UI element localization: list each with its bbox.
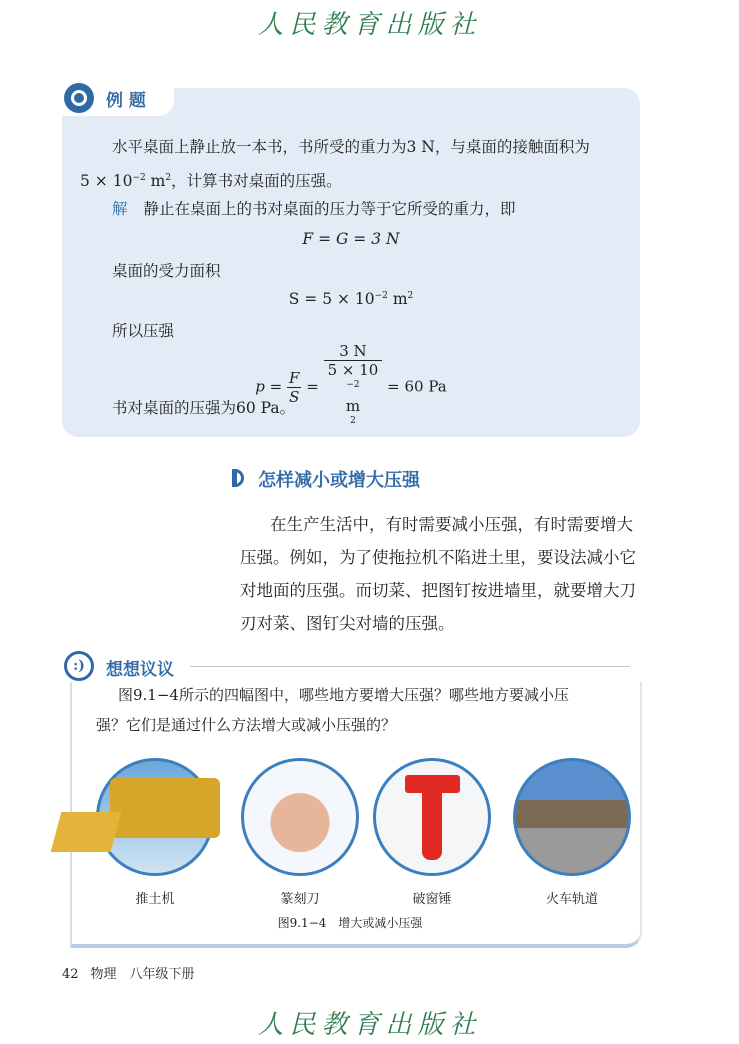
hammer-handle (422, 790, 442, 860)
think-line1: 图9.1−4所示的四幅图中，哪些地方要增大压强？哪些地方要减小压 (118, 686, 569, 704)
equation-2: $S = 5 \times 10^{-2}$ $m^2$ (288, 290, 414, 308)
section-para-3: 对地面的压强。而切菜、把图钉按进墙里，就要增大刀 (240, 581, 636, 600)
image-label-track: 火车轨道 (545, 892, 598, 907)
section-para-2: 压强。例如，为了使拖拉机不陷进土里，要设法减小它 (240, 548, 636, 567)
problem-line1: 水平桌面上静止放一本书，书所受的重力为3 N，与桌面的接触面积为 (112, 138, 590, 156)
equation-3: p = $\frac{F}{S}$ = 3 N 5 × 10 $^{-2}$ m $^2$ = 60 Pa (255, 342, 447, 426)
example-title: 例 题 (106, 91, 146, 111)
bulldozer-body (110, 778, 220, 838)
section-title: 怎样减小或增大压强 (258, 470, 420, 491)
area-label: 桌面的受力面积 (112, 262, 221, 280)
so-label: 所以压强 (112, 322, 175, 340)
publisher-logo-top: 人民教育出版社 (257, 10, 482, 40)
figure-caption: 图9.1−4 增大或减小压强 (277, 916, 423, 930)
section-para-1: 在生产生活中，有时需要减小压强，有时需要增大 (270, 515, 633, 534)
railway-track-image (513, 758, 631, 876)
solution-line1: 解 静止在桌面上的书对桌面的压力等于它所受的重力，即 (112, 200, 516, 218)
image-label-knife: 篆刻刀 (280, 892, 320, 907)
publisher-logo-bottom: 人民教育出版社 (257, 1010, 482, 1040)
section-marker-icon (232, 469, 244, 487)
conclusion: 书对桌面的压强为60 Pa。 (112, 399, 296, 417)
page-footer: 42 物理 八年级下册 (62, 967, 195, 982)
problem-line2: $5 \times 10^{-2}$ $m^2$，计算书对桌面的压强。 (80, 172, 342, 191)
image-label-hammer: 破窗锤 (412, 892, 452, 907)
divider (190, 666, 630, 667)
bulldozer-blade (51, 812, 122, 852)
thinking-face-icon: :) (64, 651, 94, 681)
image-label-bulldozer: 推土机 (135, 892, 175, 907)
think-title: 想想议议 (106, 660, 174, 680)
think-line2: 强？它们是通过什么方法增大或减小压强的？ (96, 716, 397, 734)
target-icon (64, 83, 94, 113)
equation-1: F = G = 3 N (302, 230, 400, 248)
section-para-4: 刃对菜、图钉尖对墙的压强。 (240, 614, 455, 633)
carving-knife-image (241, 758, 359, 876)
